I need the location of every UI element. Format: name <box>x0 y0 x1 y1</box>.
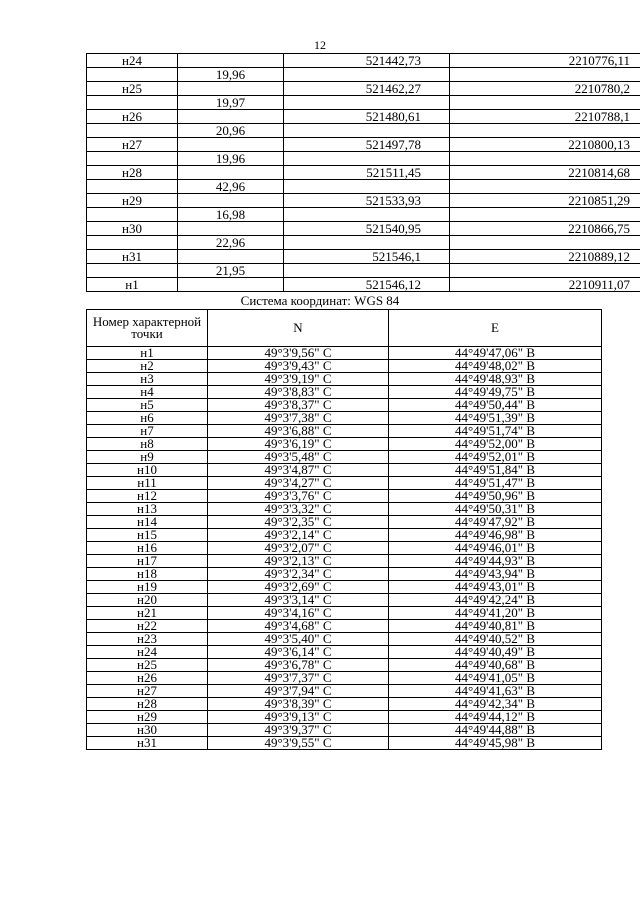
point-cell: н1 <box>87 278 178 292</box>
n-cell: 49°3'2,14" С <box>208 529 389 542</box>
n-cell: 49°3'5,48" С <box>208 451 389 464</box>
table-row <box>87 278 640 292</box>
e-cell: 44°49'46,98" В <box>389 529 602 542</box>
table-row <box>87 250 640 264</box>
coordinate-system-caption: Система координат: WGS 84 <box>240 293 400 308</box>
empty-cell <box>284 68 450 82</box>
point-cell: н14 <box>87 516 208 529</box>
e-cell: 44°49'51,74" В <box>389 425 602 438</box>
point-cell: н27 <box>87 138 178 152</box>
n-cell: 49°3'2,35" С <box>208 516 389 529</box>
distance-cell: 42,96 <box>178 180 284 194</box>
e-cell: 44°49'43,94" В <box>389 568 602 581</box>
e-cell: 44°49'48,93" В <box>389 373 602 386</box>
distance-row <box>87 96 640 110</box>
e-cell: 44°49'40,81" В <box>389 620 602 633</box>
empty-cell <box>178 166 284 180</box>
x-cell: 521540,95 <box>284 222 450 236</box>
point-cell: н7 <box>87 425 208 438</box>
n-cell: 49°3'9,13" С <box>208 711 389 724</box>
point-cell: н17 <box>87 555 208 568</box>
point-cell: н4 <box>87 386 208 399</box>
n-cell: 49°3'2,69" С <box>208 581 389 594</box>
empty-cell <box>284 180 450 194</box>
point-cell: н5 <box>87 399 208 412</box>
n-cell: 49°3'4,87" С <box>208 464 389 477</box>
point-cell: н29 <box>87 711 208 724</box>
n-cell: 49°3'3,14" С <box>208 594 389 607</box>
distance-cell: 21,95 <box>178 264 284 278</box>
point-cell: н2 <box>87 360 208 373</box>
n-cell: 49°3'8,39" С <box>208 698 389 711</box>
e-cell: 44°49'51,84" В <box>389 464 602 477</box>
n-cell: 49°3'5,40" С <box>208 633 389 646</box>
table-header-row <box>87 310 602 347</box>
coordinates-table-wgs84 <box>86 309 602 750</box>
y-cell: 2210780,2 <box>450 82 640 96</box>
point-cell: н29 <box>87 194 178 208</box>
distance-row <box>87 152 640 166</box>
n-cell: 49°3'9,37" С <box>208 724 389 737</box>
empty-cell <box>450 180 640 194</box>
empty-cell <box>87 68 178 82</box>
y-cell: 2210788,1 <box>450 110 640 124</box>
page-number: 12 <box>314 38 326 52</box>
table-row <box>87 138 640 152</box>
point-cell: н30 <box>87 222 178 236</box>
empty-cell <box>450 96 640 110</box>
point-cell: н28 <box>87 166 178 180</box>
point-cell: н13 <box>87 503 208 516</box>
table-row <box>87 737 602 750</box>
point-cell: н10 <box>87 464 208 477</box>
point-cell: н27 <box>87 685 208 698</box>
n-cell: 49°3'8,37" С <box>208 399 389 412</box>
n-cell: 49°3'2,07" С <box>208 542 389 555</box>
empty-cell <box>178 54 284 68</box>
x-cell: 521480,61 <box>284 110 450 124</box>
e-cell: 44°49'49,75" В <box>389 386 602 399</box>
y-cell: 2210889,12 <box>450 250 640 264</box>
e-cell: 44°49'50,96" В <box>389 490 602 503</box>
e-cell: 44°49'42,34" В <box>389 698 602 711</box>
empty-cell <box>284 152 450 166</box>
y-cell: 2210814,68 <box>450 166 640 180</box>
distance-row <box>87 180 640 194</box>
e-cell: 44°49'42,24" В <box>389 594 602 607</box>
table-row <box>87 82 640 96</box>
x-cell: 521546,12 <box>284 278 450 292</box>
point-cell: н12 <box>87 490 208 503</box>
header-point-number: Номер характерной точки <box>87 310 208 347</box>
empty-cell <box>87 152 178 166</box>
n-cell: 49°3'2,13" С <box>208 555 389 568</box>
distance-cell: 19,96 <box>178 152 284 166</box>
n-cell: 49°3'3,76" С <box>208 490 389 503</box>
e-cell: 44°49'51,39" В <box>389 412 602 425</box>
e-cell: 44°49'43,01" В <box>389 581 602 594</box>
distance-cell: 20,96 <box>178 124 284 138</box>
e-cell: 44°49'52,01" В <box>389 451 602 464</box>
empty-cell <box>178 194 284 208</box>
header-n: N <box>208 310 389 347</box>
point-cell: н28 <box>87 698 208 711</box>
n-cell: 49°3'6,14" С <box>208 646 389 659</box>
n-cell: 49°3'2,34" С <box>208 568 389 581</box>
x-cell: 521533,93 <box>284 194 450 208</box>
point-cell: н9 <box>87 451 208 464</box>
empty-cell <box>450 152 640 166</box>
empty-cell <box>87 264 178 278</box>
e-cell: 44°49'50,31" В <box>389 503 602 516</box>
point-cell: н25 <box>87 659 208 672</box>
point-cell: н19 <box>87 581 208 594</box>
point-cell: н15 <box>87 529 208 542</box>
empty-cell <box>178 110 284 124</box>
x-cell: 521462,27 <box>284 82 450 96</box>
e-cell: 44°49'48,02" В <box>389 360 602 373</box>
y-cell: 2210851,29 <box>450 194 640 208</box>
point-cell: н23 <box>87 633 208 646</box>
empty-cell <box>450 264 640 278</box>
e-cell: 44°49'41,63" В <box>389 685 602 698</box>
distance-cell: 16,98 <box>178 208 284 222</box>
x-cell: 521497,78 <box>284 138 450 152</box>
point-cell: н20 <box>87 594 208 607</box>
point-cell: н21 <box>87 607 208 620</box>
empty-cell <box>87 208 178 222</box>
empty-cell <box>284 208 450 222</box>
point-cell: н8 <box>87 438 208 451</box>
empty-cell <box>284 124 450 138</box>
empty-cell <box>178 278 284 292</box>
n-cell: 49°3'7,38" С <box>208 412 389 425</box>
y-cell: 2210776,11 <box>450 54 640 68</box>
empty-cell <box>87 236 178 250</box>
empty-cell <box>87 96 178 110</box>
table-row <box>87 166 640 180</box>
distance-row <box>87 264 640 278</box>
coordinates-table-msk <box>86 53 640 292</box>
n-cell: 49°3'6,88" С <box>208 425 389 438</box>
e-cell: 44°49'47,92" В <box>389 516 602 529</box>
point-cell: н18 <box>87 568 208 581</box>
e-cell: 44°49'40,68" В <box>389 659 602 672</box>
empty-cell <box>87 180 178 194</box>
point-cell: н22 <box>87 620 208 633</box>
empty-cell <box>284 264 450 278</box>
n-cell: 49°3'9,19" С <box>208 373 389 386</box>
n-cell: 49°3'4,27" С <box>208 477 389 490</box>
point-cell: н30 <box>87 724 208 737</box>
x-cell: 521546,1 <box>284 250 450 264</box>
n-cell: 49°3'4,16" С <box>208 607 389 620</box>
table-row <box>87 222 640 236</box>
e-cell: 44°49'41,20" В <box>389 607 602 620</box>
point-cell: н1 <box>87 347 208 360</box>
e-cell: 44°49'45,98" В <box>389 737 602 750</box>
y-cell: 2210866,75 <box>450 222 640 236</box>
distance-cell: 19,96 <box>178 68 284 82</box>
n-cell: 49°3'9,43" С <box>208 360 389 373</box>
e-cell: 44°49'52,00" В <box>389 438 602 451</box>
distance-row <box>87 124 640 138</box>
y-cell: 2210800,13 <box>450 138 640 152</box>
e-cell: 44°49'41,05" В <box>389 672 602 685</box>
e-cell: 44°49'46,01" В <box>389 542 602 555</box>
empty-cell <box>178 222 284 236</box>
point-cell: н31 <box>87 250 178 264</box>
point-cell: н3 <box>87 373 208 386</box>
n-cell: 49°3'4,68" С <box>208 620 389 633</box>
n-cell: 49°3'3,32" С <box>208 503 389 516</box>
empty-cell <box>284 96 450 110</box>
table-row <box>87 54 640 68</box>
distance-cell: 22,96 <box>178 236 284 250</box>
y-cell: 2210911,07 <box>450 278 640 292</box>
e-cell: 44°49'44,88" В <box>389 724 602 737</box>
e-cell: 44°49'44,12" В <box>389 711 602 724</box>
x-cell: 521511,45 <box>284 166 450 180</box>
empty-cell <box>178 82 284 96</box>
n-cell: 49°3'7,37" С <box>208 672 389 685</box>
empty-cell <box>450 236 640 250</box>
point-cell: н6 <box>87 412 208 425</box>
n-cell: 49°3'7,94" С <box>208 685 389 698</box>
e-cell: 44°49'50,44" В <box>389 399 602 412</box>
point-cell: н24 <box>87 54 178 68</box>
e-cell: 44°49'40,52" В <box>389 633 602 646</box>
empty-cell <box>284 236 450 250</box>
header-e: E <box>389 310 602 347</box>
distance-row <box>87 236 640 250</box>
empty-cell <box>450 124 640 138</box>
x-cell: 521442,73 <box>284 54 450 68</box>
n-cell: 49°3'9,55" С <box>208 737 389 750</box>
empty-cell <box>178 138 284 152</box>
table-row <box>87 194 640 208</box>
empty-cell <box>87 124 178 138</box>
empty-cell <box>450 68 640 82</box>
distance-row <box>87 68 640 82</box>
n-cell: 49°3'6,19" С <box>208 438 389 451</box>
e-cell: 44°49'47,06" В <box>389 347 602 360</box>
n-cell: 49°3'9,56" С <box>208 347 389 360</box>
n-cell: 49°3'6,78" С <box>208 659 389 672</box>
point-cell: н11 <box>87 477 208 490</box>
e-cell: 44°49'44,93" В <box>389 555 602 568</box>
table-row <box>87 110 640 124</box>
point-cell: н16 <box>87 542 208 555</box>
empty-cell <box>450 208 640 222</box>
e-cell: 44°49'51,47" В <box>389 477 602 490</box>
empty-cell <box>178 250 284 264</box>
distance-row <box>87 208 640 222</box>
n-cell: 49°3'8,83" С <box>208 386 389 399</box>
point-cell: н26 <box>87 672 208 685</box>
distance-cell: 19,97 <box>178 96 284 110</box>
e-cell: 44°49'40,49" В <box>389 646 602 659</box>
point-cell: н25 <box>87 82 178 96</box>
point-cell: н24 <box>87 646 208 659</box>
point-cell: н31 <box>87 737 208 750</box>
point-cell: н26 <box>87 110 178 124</box>
